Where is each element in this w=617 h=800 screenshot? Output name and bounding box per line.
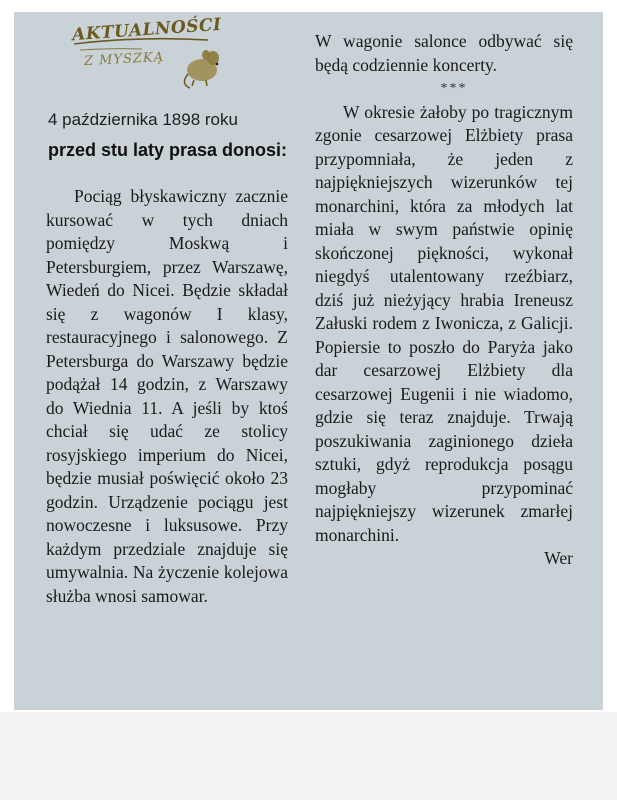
right-column-continuation: W wagonie salonce odbywać się będą codziennie koncerty.: [315, 31, 573, 75]
author-signature: Wer: [544, 548, 573, 568]
mouse-icon: [180, 44, 232, 90]
logo-subtitle: Z MYSZKĄ: [83, 49, 165, 70]
article-date: 4 października 1898 roku: [48, 110, 238, 129]
right-column: [315, 30, 573, 571]
left-column: [46, 185, 288, 608]
bottom-strip: [0, 712, 617, 800]
section-separator: ***: [440, 81, 468, 96]
logo-title: AKTUALNOŚCI: [71, 14, 223, 46]
logo: [70, 14, 240, 88]
article-subtitle: przed stu laty prasa donosi:: [48, 140, 288, 160]
left-column-text: Pociąg błyskawiczny zacznie kursować w tych dniach pomiędzy Moskwą i Petersburgiem, przez Warszawę, Wiedeń do Nicei. Będzie składał się z wagonów I klasy, restauracyjnego i salonowego. Z Petersburga do Warszawy będzie podążał 14 godzin, z Warszawy do Wiednia 11. A jeśli by ktoś chciał się udać ze stolicy rosyjskiego imperium do Nicei, będzie musiał poświęcić około 23 godzin. Urządzenie pociągu jest nowoczesne i luksusowe. Przy każdym przedziale znajduje się umywalnia. Na życzenie kolejowa służba wnosi samowar.: [46, 186, 288, 606]
right-column-paragraph: W okresie żałoby po tragicznym zgonie cesarzowej Elżbiety prasa przypomniała, że jeden z najpiękniejszych wizerunków tej monarchini, która za młodych lat miała w swym państwie opinię skończonej piękności, wykonał niegdyś utalentowany rzeźbiarz, dziś już nieżyjący hrabia Ireneusz Załuski rodem z Iwonicza, z Galicji. Popiersie to poszło do Paryża jako dar cesarzowej Elżbiety dla cesarzowej Eugenii i nie wiadomo, gdzie się teraz znajduje. Trwają poszukiwania zaginionego dzieła sztuki, gdyż reprodukcja posągu mogłaby przypominać najpiękniejszy wizerunek zmarłej monarchini.: [315, 101, 573, 545]
